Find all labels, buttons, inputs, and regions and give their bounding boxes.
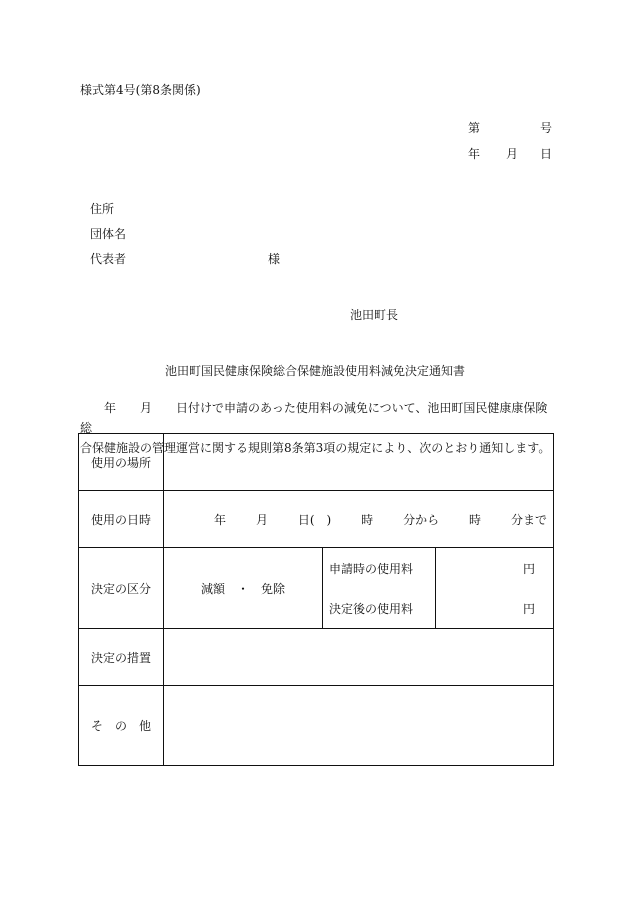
form-number: 様式第4号(第8条関係) [80,83,201,97]
dt-day: 日( ) [297,512,332,527]
datetime-label: 使用の日時 [79,491,164,548]
row-measures [79,629,554,686]
row-category [79,548,554,629]
other-label: そ の 他 [79,686,164,766]
fee-decided-label: 決定後の使用料 [329,601,414,616]
body-line-1: 年 月 日付けで申請のあった使用料の減免について、池田町国民健康康保険総 [80,401,548,435]
category-cell [164,548,554,629]
category-value: 減額 ・ 免除 [164,548,323,628]
dt-end-minute: 分まで [510,512,547,527]
date-month: 月 [506,147,519,161]
body-line-2: 合保健施設の管理運営に関する規則第8条第3項の規定により、次のとおり通知します。 [80,441,551,455]
place-label: 使用の場所 [79,434,164,491]
doc-number-dai: 第 [468,121,481,135]
dt-year: 年 [214,512,227,527]
place-value [164,434,554,491]
measures-value [164,629,554,686]
dt-month: 月 [255,512,268,527]
fee-decided-yen: 円 [522,601,535,616]
document-title: 池田町国民健康保険総合保健施設使用料減免決定通知書 [164,364,465,378]
representative-label: 代表者 [90,252,127,266]
address-label: 住所 [90,202,115,216]
fee-applied-yen: 円 [522,561,535,576]
decision-table [78,433,554,766]
category-label: 決定の区分 [79,548,164,629]
measures-label: 決定の措置 [79,629,164,686]
org-label: 団体名 [90,227,127,241]
row-datetime [79,491,554,548]
fee-applied-label: 申請時の使用料 [329,561,414,576]
dt-start-hour: 時 [361,512,374,527]
row-place [79,434,554,491]
dt-end-hour: 時 [469,512,482,527]
row-other [79,686,554,766]
fee-labels [323,548,436,628]
doc-number-go: 号 [540,121,553,135]
other-value [164,686,554,766]
issuer: 池田町長 [350,308,399,322]
datetime-value [164,491,554,548]
honorific: 様 [268,252,281,266]
fee-values [436,548,553,628]
date-day: 日 [540,147,553,161]
date-year: 年 [468,147,481,161]
dt-start-minute: 分から [403,512,440,527]
